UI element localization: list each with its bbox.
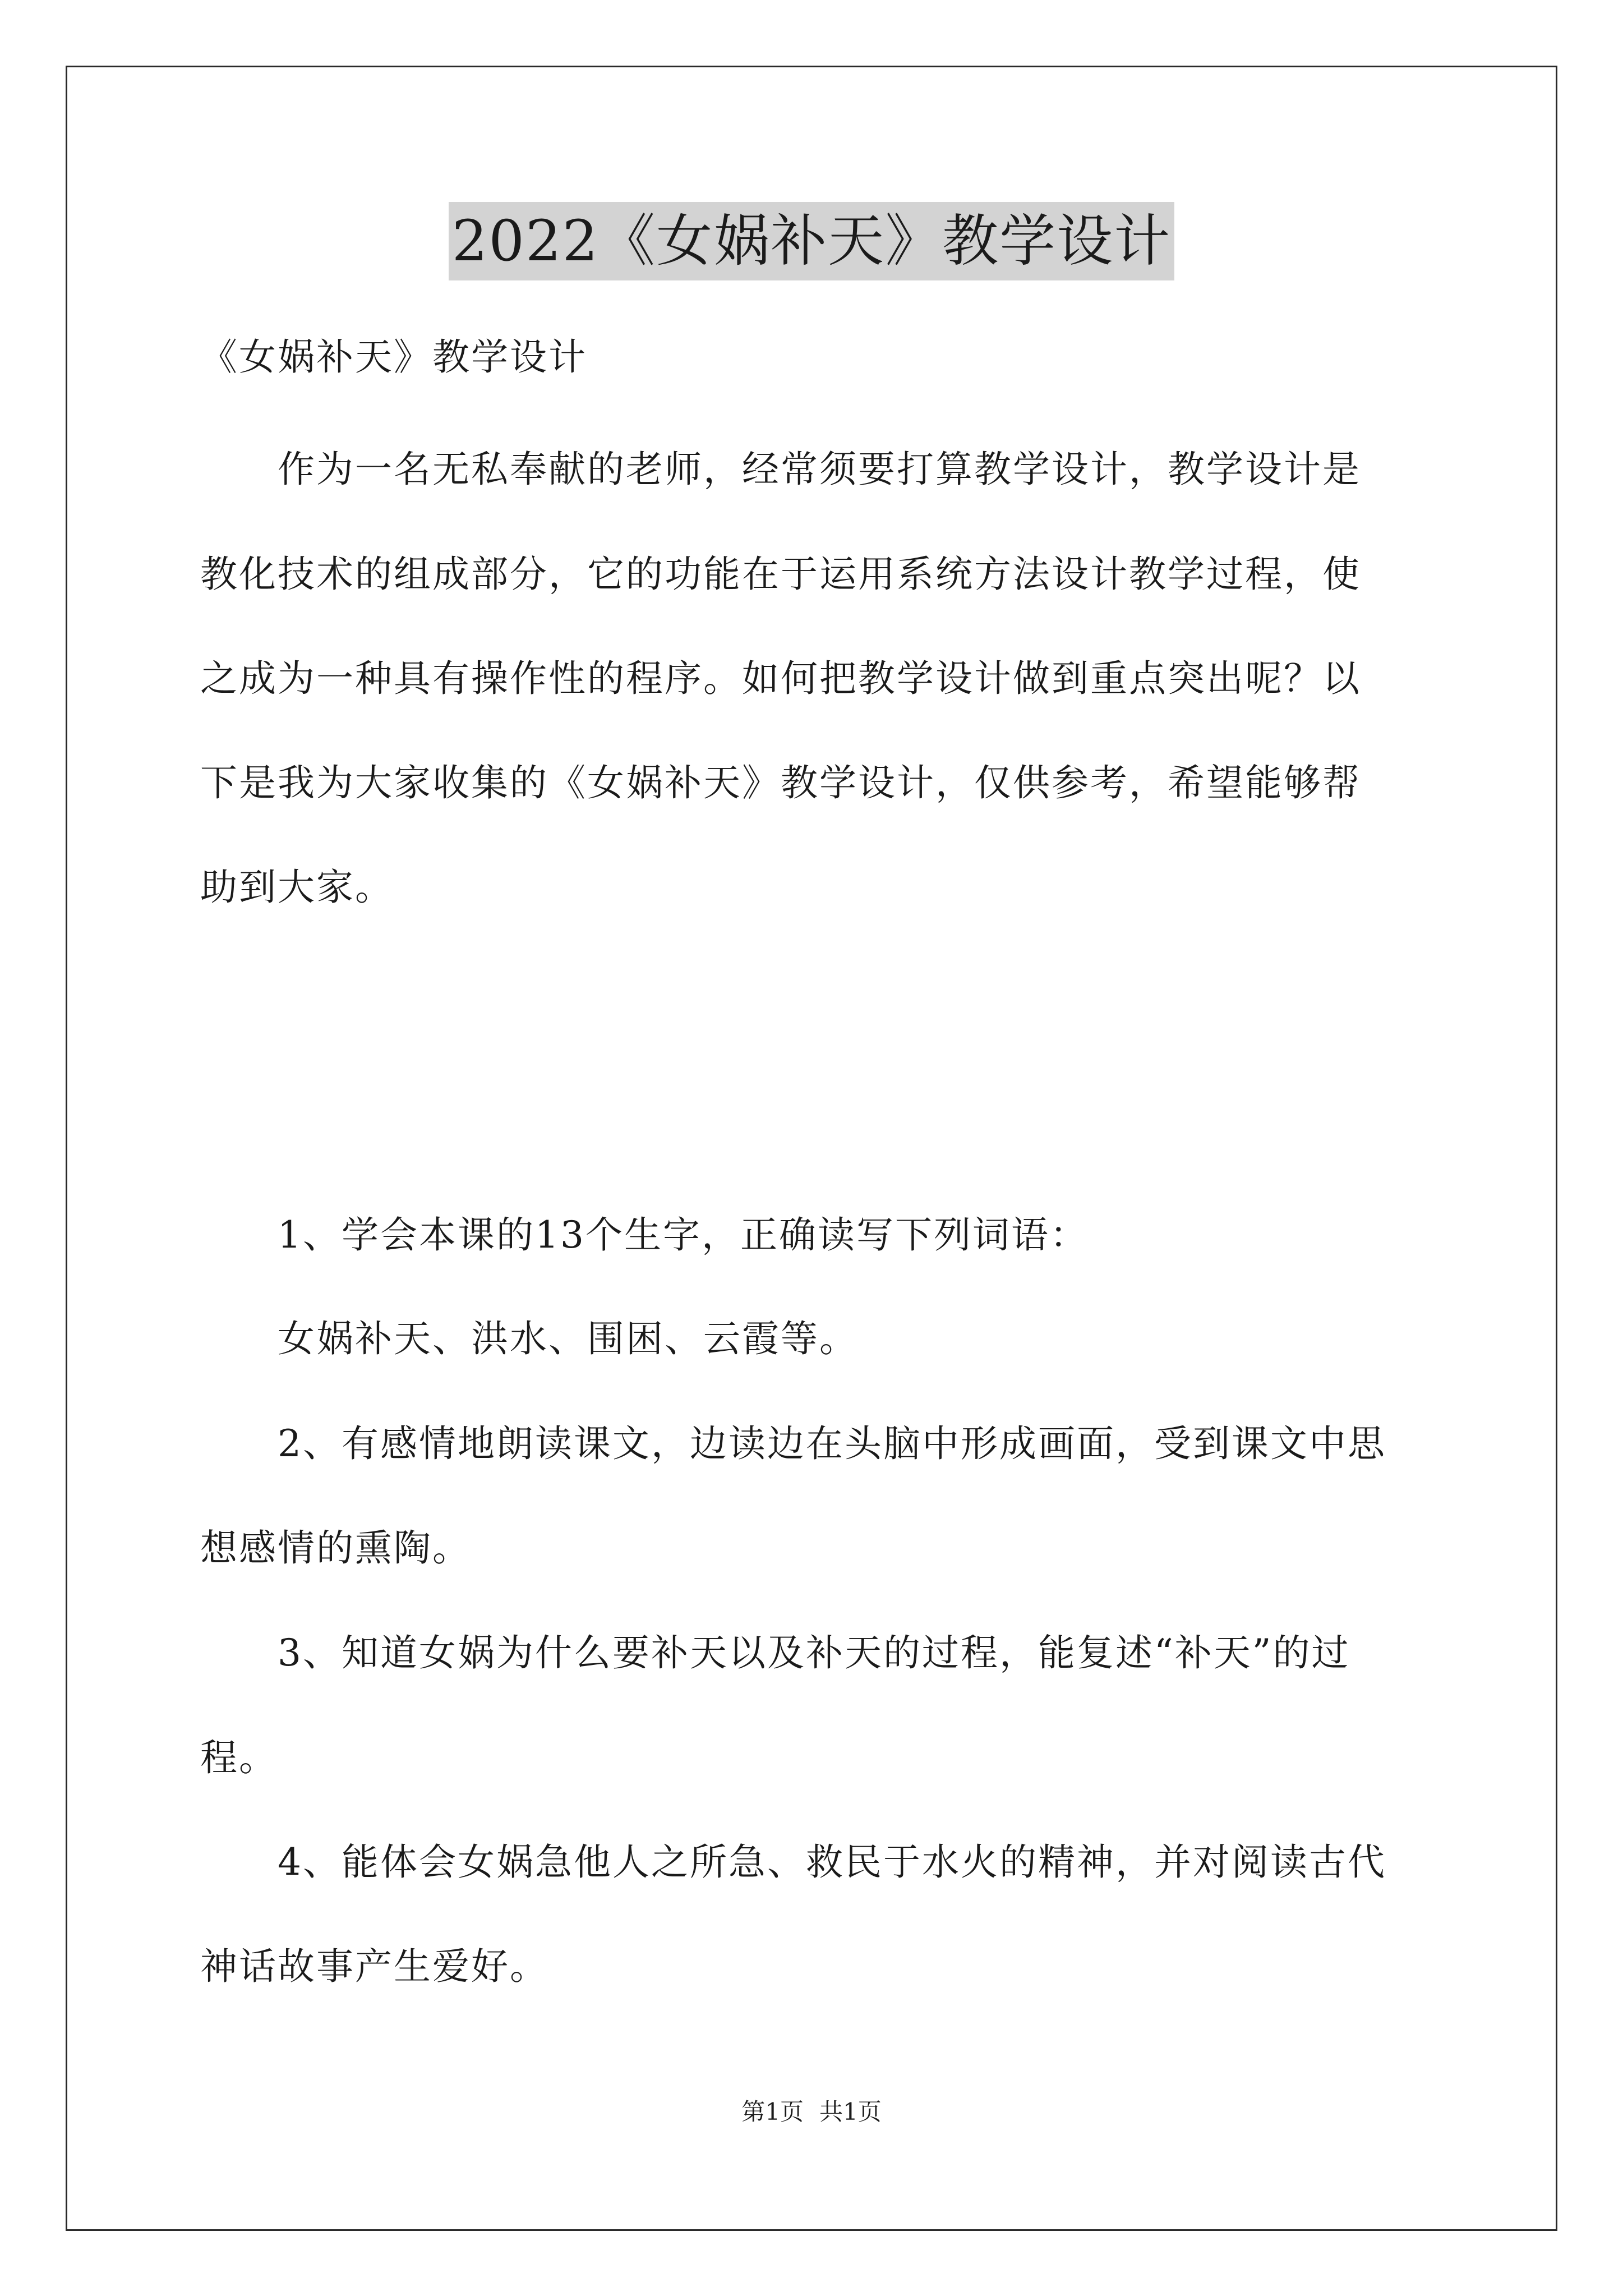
goal-line-8: 神话故事产生爱好。	[200, 1945, 548, 1988]
page-number: 第1页	[741, 2098, 804, 2125]
intro-line-1: 作为一名无私奉献的老师，经常须要打算教学设计，教学设计是	[278, 448, 1361, 491]
document-subtitle: 《女娲补天》教学设计	[200, 335, 587, 379]
document-title: 2022《女娲补天》教学设计	[449, 202, 1175, 280]
intro-line-3: 之成为一种具有操作性的程序。如何把教学设计做到重点突出呢？以	[200, 657, 1361, 700]
intro-line-5: 助到大家。	[200, 866, 394, 909]
intro-line-4: 下是我为大家收集的《女娲补天》教学设计，仅供参考，希望能够帮	[200, 761, 1361, 804]
goal-line-2: 女娲补天、洪水、围困、云霞等。	[278, 1317, 858, 1360]
intro-line-2: 教化技术的组成部分，它的功能在于运用系统方法设计教学过程，使	[200, 553, 1361, 596]
title-container	[0, 202, 1623, 280]
goal-line-7: 4、能体会女娲急他人之所急、救民于水火的精神，并对阅读古代	[278, 1841, 1386, 1884]
page-border	[66, 66, 1557, 2231]
page-total: 共1页	[819, 2098, 882, 2125]
goal-line-5: 3、知道女娲为什么要补天以及补天的过程，能复述“补天”的过	[278, 1631, 1350, 1674]
page-footer	[0, 2095, 1623, 2129]
goal-line-4: 想感情的熏陶。	[200, 1526, 471, 1570]
goal-line-3: 2、有感情地朗读课文，边读边在头脑中形成画面，受到课文中思	[278, 1422, 1386, 1465]
goal-line-1: 1、学会本课的13个生字，正确读写下列词语：	[278, 1213, 1089, 1257]
goal-line-6: 程。	[200, 1736, 278, 1779]
